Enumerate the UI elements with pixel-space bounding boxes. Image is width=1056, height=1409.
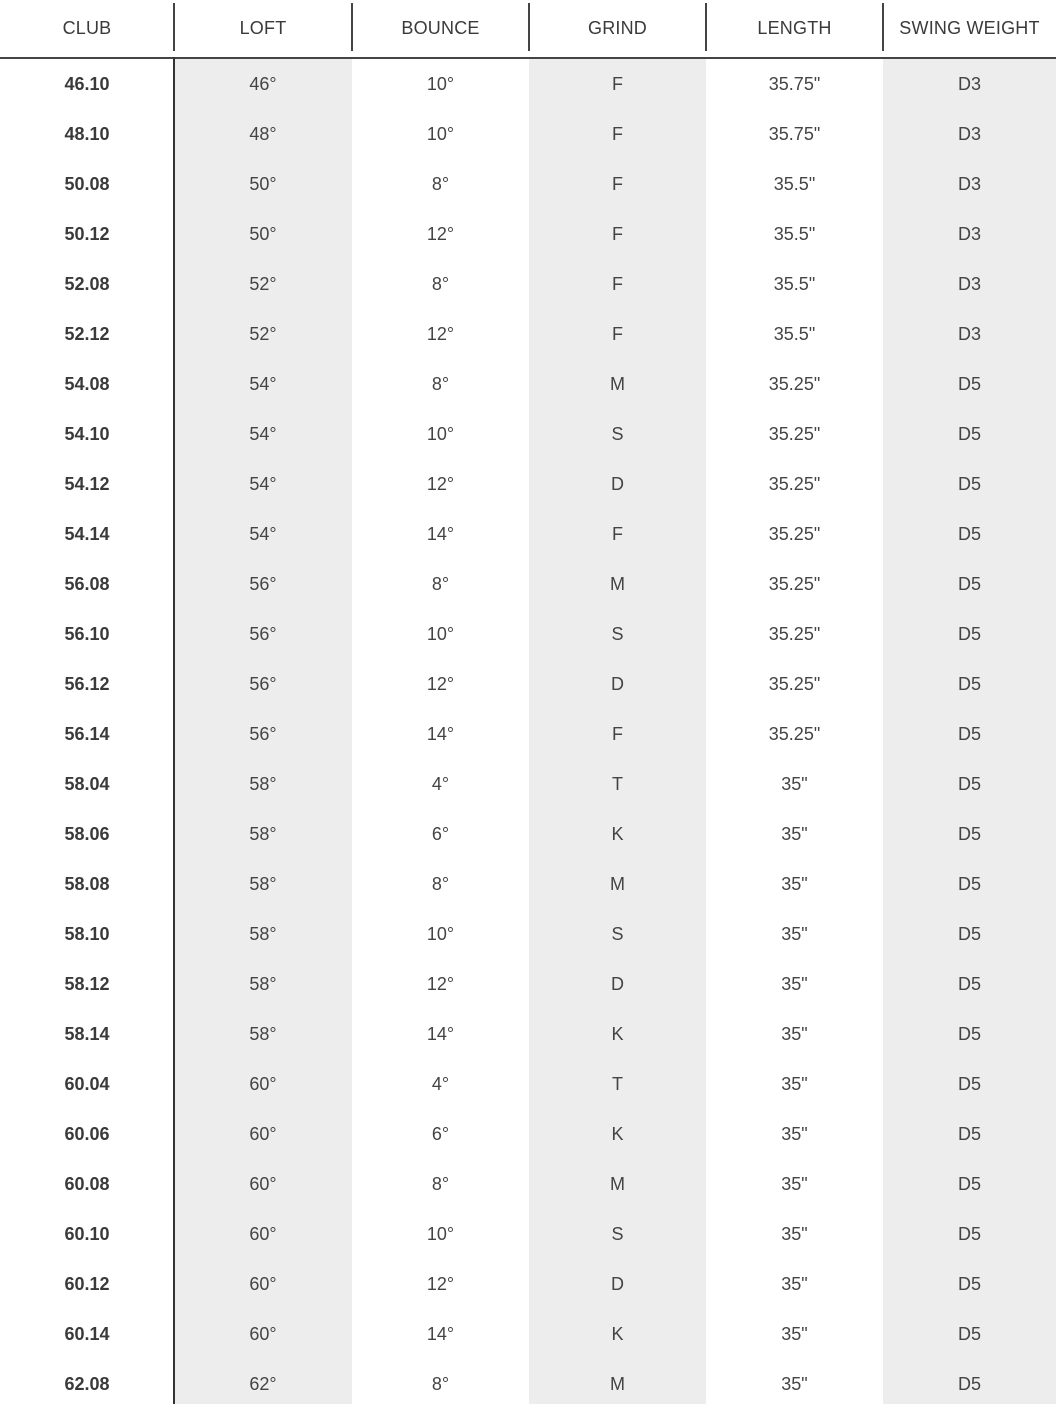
table-row — [0, 359, 1056, 409]
cell-length: 35" — [781, 823, 808, 844]
cell-length: 35" — [781, 1173, 808, 1194]
cell-bounce: 8° — [431, 373, 450, 394]
cell-bounce: 6° — [431, 1123, 450, 1144]
cell-loft: 60° — [249, 1173, 277, 1194]
cell-club: 56.08 — [64, 573, 110, 594]
table-row — [0, 759, 1056, 809]
cell-loft: 62° — [249, 1373, 277, 1394]
cell-club: 58.08 — [64, 873, 110, 894]
header-loft: LOFT — [174, 0, 352, 57]
table-row — [0, 809, 1056, 859]
cell-bounce: 8° — [431, 1373, 450, 1394]
cell-club: 60.06 — [64, 1123, 110, 1144]
header-club: CLUB — [0, 0, 174, 57]
cell-club: 52.08 — [64, 273, 110, 294]
header-swing-weight: SWING WEIGHT — [899, 18, 1040, 38]
cell-bounce: 12° — [426, 973, 455, 994]
table-row — [0, 859, 1056, 909]
cell-club: 50.12 — [64, 223, 110, 244]
cell-grind: M — [610, 873, 625, 894]
cell-swing-weight: D5 — [957, 1073, 981, 1094]
cell-grind: D — [611, 673, 624, 694]
cell-bounce: 4° — [431, 773, 450, 794]
cell-length: 35.25" — [768, 573, 821, 594]
cell-club: 56.10 — [64, 623, 110, 644]
cell-loft: 58° — [249, 823, 277, 844]
cell-swing-weight: D5 — [957, 523, 981, 544]
table-row — [0, 1309, 1056, 1359]
cell-length: 35.5" — [773, 273, 816, 294]
cell-loft: 52° — [249, 273, 277, 294]
cell-bounce: 10° — [426, 923, 455, 944]
table-row — [0, 209, 1056, 259]
cell-loft: 60° — [249, 1273, 277, 1294]
cell-club: 62.08 — [64, 1373, 110, 1394]
cell-loft: 56° — [249, 623, 277, 644]
cell-grind: S — [611, 923, 624, 944]
cell-swing-weight: D5 — [957, 573, 981, 594]
cell-swing-weight: D5 — [957, 423, 981, 444]
cell-length: 35" — [781, 973, 808, 994]
cell-loft: 58° — [249, 973, 277, 994]
cell-length: 35" — [781, 873, 808, 894]
cell-loft: 54° — [249, 473, 277, 494]
cell-club: 58.12 — [64, 973, 110, 994]
cell-swing-weight: D3 — [957, 223, 981, 244]
cell-club: 54.08 — [64, 373, 110, 394]
cell-bounce: 12° — [426, 673, 455, 694]
cell-swing-weight: D5 — [957, 823, 981, 844]
cell-club: 52.12 — [64, 323, 110, 344]
cell-swing-weight: D5 — [957, 1123, 981, 1144]
table-row — [0, 959, 1056, 1009]
table-row — [0, 559, 1056, 609]
table-row — [0, 259, 1056, 309]
cell-length: 35" — [781, 773, 808, 794]
table-row — [0, 1009, 1056, 1059]
cell-bounce: 12° — [426, 473, 455, 494]
cell-grind: F — [612, 123, 623, 144]
cell-club: 46.10 — [64, 73, 110, 94]
cell-bounce: 4° — [431, 1073, 450, 1094]
cell-swing-weight: D5 — [957, 1373, 981, 1394]
table-row — [0, 59, 1056, 109]
cell-bounce: 8° — [431, 1173, 450, 1194]
cell-grind: K — [611, 1323, 624, 1344]
table-row — [0, 1359, 1056, 1409]
cell-bounce: 10° — [426, 123, 455, 144]
cell-swing-weight: D5 — [957, 1173, 981, 1194]
cell-grind: F — [612, 223, 623, 244]
cell-swing-weight: D5 — [957, 773, 981, 794]
cell-club: 58.14 — [64, 1023, 110, 1044]
table-row — [0, 1209, 1056, 1259]
cell-bounce: 14° — [426, 523, 455, 544]
cell-swing-weight: D5 — [957, 673, 981, 694]
cell-bounce: 10° — [426, 423, 455, 444]
cell-grind: M — [610, 1373, 625, 1394]
cell-loft: 54° — [249, 523, 277, 544]
cell-bounce: 14° — [426, 723, 455, 744]
cell-club: 60.10 — [64, 1223, 110, 1244]
cell-loft: 60° — [249, 1073, 277, 1094]
table-row — [0, 659, 1056, 709]
cell-grind: F — [612, 173, 623, 194]
cell-length: 35" — [781, 1273, 808, 1294]
cell-club: 58.10 — [64, 923, 110, 944]
cell-bounce: 10° — [426, 623, 455, 644]
cell-grind: F — [612, 723, 623, 744]
cell-length: 35" — [781, 1223, 808, 1244]
cell-loft: 50° — [249, 173, 277, 194]
cell-grind: M — [610, 373, 625, 394]
cell-grind: F — [612, 73, 623, 94]
cell-grind: F — [612, 273, 623, 294]
cell-grind: T — [612, 773, 623, 794]
cell-club: 56.12 — [64, 673, 110, 694]
cell-loft: 56° — [249, 673, 277, 694]
cell-club: 50.08 — [64, 173, 110, 194]
cell-length: 35.75" — [768, 73, 821, 94]
cell-club: 60.12 — [64, 1273, 110, 1294]
table-row — [0, 1159, 1056, 1209]
cell-grind: S — [611, 1223, 624, 1244]
table-body — [0, 59, 1056, 1409]
cell-club: 54.12 — [64, 473, 110, 494]
cell-swing-weight: D5 — [957, 623, 981, 644]
cell-swing-weight: D5 — [957, 923, 981, 944]
cell-loft: 46° — [249, 73, 277, 94]
cell-bounce: 14° — [426, 1323, 455, 1344]
table-row — [0, 509, 1056, 559]
table-row — [0, 109, 1056, 159]
cell-loft: 56° — [249, 723, 277, 744]
cell-club: 56.14 — [64, 723, 110, 744]
cell-club: 48.10 — [64, 123, 110, 144]
cell-swing-weight: D5 — [957, 1223, 981, 1244]
cell-loft: 60° — [249, 1123, 277, 1144]
cell-bounce: 12° — [426, 223, 455, 244]
cell-swing-weight: D5 — [957, 723, 981, 744]
cell-length: 35.5" — [773, 323, 816, 344]
cell-bounce: 14° — [426, 1023, 455, 1044]
cell-loft: 58° — [249, 1023, 277, 1044]
cell-loft: 58° — [249, 773, 277, 794]
cell-club: 60.04 — [64, 1073, 110, 1094]
cell-bounce: 12° — [426, 1273, 455, 1294]
cell-loft: 54° — [249, 423, 277, 444]
cell-length: 35" — [781, 1123, 808, 1144]
cell-swing-weight: D5 — [957, 973, 981, 994]
cell-swing-weight: D5 — [957, 1023, 981, 1044]
cell-swing-weight: D5 — [957, 1323, 981, 1344]
cell-bounce: 8° — [431, 173, 450, 194]
cell-grind: K — [611, 823, 624, 844]
cell-swing-weight: D5 — [957, 873, 981, 894]
cell-club: 60.08 — [64, 1173, 110, 1194]
cell-loft: 50° — [249, 223, 277, 244]
cell-swing-weight: D3 — [957, 173, 981, 194]
cell-grind: K — [611, 1123, 624, 1144]
cell-length: 35.25" — [768, 723, 821, 744]
table-row — [0, 1059, 1056, 1109]
cell-club: 54.14 — [64, 523, 110, 544]
cell-length: 35.25" — [768, 373, 821, 394]
cell-grind: M — [610, 1173, 625, 1194]
cell-length: 35.25" — [768, 473, 821, 494]
cell-swing-weight: D3 — [957, 273, 981, 294]
cell-bounce: 8° — [431, 573, 450, 594]
cell-length: 35" — [781, 1373, 808, 1394]
cell-loft: 58° — [249, 923, 277, 944]
cell-length: 35.5" — [773, 173, 816, 194]
cell-loft: 54° — [249, 373, 277, 394]
cell-swing-weight: D5 — [957, 473, 981, 494]
cell-bounce: 12° — [426, 323, 455, 344]
cell-loft: 60° — [249, 1223, 277, 1244]
cell-length: 35.75" — [768, 123, 821, 144]
cell-swing-weight: D3 — [957, 323, 981, 344]
header-grind: GRIND — [529, 0, 706, 57]
cell-grind: F — [612, 323, 623, 344]
cell-grind: D — [611, 1273, 624, 1294]
table-row — [0, 309, 1056, 359]
cell-bounce: 8° — [431, 273, 450, 294]
cell-loft: 56° — [249, 573, 277, 594]
cell-grind: F — [612, 523, 623, 544]
cell-grind: T — [612, 1073, 623, 1094]
table-header — [0, 0, 1056, 59]
cell-club: 60.14 — [64, 1323, 110, 1344]
cell-bounce: 6° — [431, 823, 450, 844]
cell-bounce: 8° — [431, 873, 450, 894]
cell-grind: K — [611, 1023, 624, 1044]
cell-grind: D — [611, 973, 624, 994]
table-row — [0, 159, 1056, 209]
cell-length: 35.5" — [773, 223, 816, 244]
cell-bounce: 10° — [426, 73, 455, 94]
cell-loft: 52° — [249, 323, 277, 344]
cell-grind: S — [611, 423, 624, 444]
table-row — [0, 1259, 1056, 1309]
cell-length: 35.25" — [768, 423, 821, 444]
table-row — [0, 1109, 1056, 1159]
table-row — [0, 409, 1056, 459]
cell-club: 58.04 — [64, 773, 110, 794]
header-bounce: BOUNCE — [352, 0, 529, 57]
cell-club: 58.06 — [64, 823, 110, 844]
cell-length: 35.25" — [768, 623, 821, 644]
cell-length: 35" — [781, 1323, 808, 1344]
cell-length: 35" — [781, 1073, 808, 1094]
cell-length: 35.25" — [768, 673, 821, 694]
cell-loft: 60° — [249, 1323, 277, 1344]
table-row — [0, 909, 1056, 959]
cell-loft: 58° — [249, 873, 277, 894]
table-row — [0, 459, 1056, 509]
cell-length: 35" — [781, 923, 808, 944]
cell-length: 35.25" — [768, 523, 821, 544]
table-row — [0, 609, 1056, 659]
cell-swing-weight: D3 — [957, 73, 981, 94]
cell-grind: M — [610, 573, 625, 594]
cell-length: 35" — [781, 1023, 808, 1044]
cell-swing-weight: D5 — [957, 1273, 981, 1294]
cell-swing-weight: D5 — [957, 373, 981, 394]
cell-club: 54.10 — [64, 423, 110, 444]
cell-loft: 48° — [249, 123, 277, 144]
cell-grind: S — [611, 623, 624, 644]
table-row — [0, 709, 1056, 759]
header-length: LENGTH — [706, 0, 883, 57]
cell-grind: D — [611, 473, 624, 494]
cell-swing-weight: D3 — [957, 123, 981, 144]
cell-bounce: 10° — [426, 1223, 455, 1244]
